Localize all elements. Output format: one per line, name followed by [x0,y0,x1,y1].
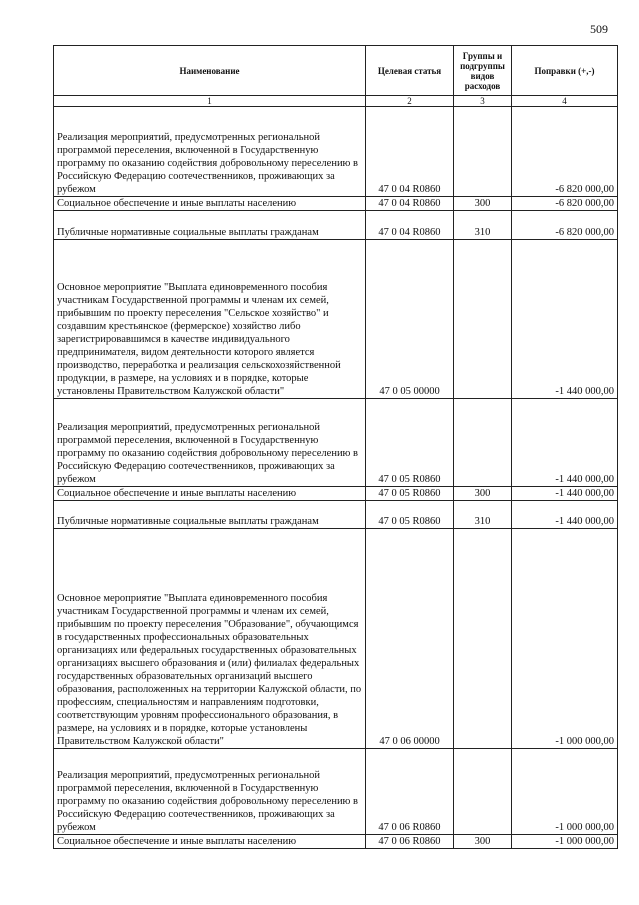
page-number: 509 [590,22,608,36]
row-code: 47 0 05 R0860 [366,501,454,529]
row-code: 47 0 06 R0860 [366,835,454,849]
row-name: Реализация мероприятий, предусмотренных региональной программой переселения, включенной в Государственную программу по оказанию содействия добровольному переселению в Российскую Федерацию соотечественников, проживающих за рубежом [54,399,366,487]
header-amendments: Поправки (+,-) [512,46,618,96]
row-code: 47 0 06 00000 [366,529,454,749]
column-number: 3 [454,96,512,107]
row-code: 47 0 05 R0860 [366,487,454,501]
row-group [454,529,512,749]
table-row [54,240,618,399]
table-row [54,197,618,211]
header-name: Наименование [54,46,366,96]
row-group: 300 [454,487,512,501]
row-name: Социальное обеспечение и иные выплаты населению [54,197,366,211]
row-group [454,240,512,399]
row-amount: -1 440 000,00 [512,399,618,487]
table-row [54,501,618,529]
table-row [54,487,618,501]
row-code: 47 0 06 R0860 [366,749,454,835]
column-number: 1 [54,96,366,107]
table-row [54,529,618,749]
budget-table [53,45,618,849]
row-name: Реализация мероприятий, предусмотренных региональной программой переселения, включенной в Государственную программу по оказанию содействия добровольному переселению в Российскую Федерацию соотечественников, проживающих за рубежом [54,107,366,197]
header-expense-groups: Группы и подгруппы видов расходов [454,46,512,96]
row-name: Публичные нормативные социальные выплаты гражданам [54,501,366,529]
row-name: Публичные нормативные социальные выплаты гражданам [54,211,366,240]
row-name: Основное мероприятие "Выплата единовременного пособия участникам Государственной программы и членам их семей, прибывшим по проекту переселения "Сельское хозяйство" и создавшим крестьянское (фермерское) хозяйство либо зарегистрировавшимся в качестве индивидуального предпринимателя, видом деятельности которого является производство, переработка и реализация сельскохозяйственной продукции, в размере, на условиях и в порядке, которые установлены Правительством Калужской области" [54,240,366,399]
row-code: 47 0 04 R0860 [366,211,454,240]
row-amount: -1 440 000,00 [512,501,618,529]
row-name: Реализация мероприятий, предусмотренных региональной программой переселения, включенной в Государственную программу по оказанию содействия добровольному переселению в Российскую Федерацию соотечественников, проживающих за рубежом [54,749,366,835]
row-group [454,749,512,835]
row-code: 47 0 04 R0860 [366,107,454,197]
row-code: 47 0 05 R0860 [366,399,454,487]
table-header-row [54,46,618,96]
row-amount: -6 820 000,00 [512,211,618,240]
row-amount: -1 440 000,00 [512,240,618,399]
row-group: 310 [454,501,512,529]
header-target-article: Целевая статья [366,46,454,96]
row-group [454,399,512,487]
column-number: 4 [512,96,618,107]
row-group [454,107,512,197]
table-row [54,211,618,240]
row-amount: -1 000 000,00 [512,529,618,749]
table-row [54,399,618,487]
row-amount: -1 440 000,00 [512,487,618,501]
column-number-row [54,96,618,107]
row-amount: -6 820 000,00 [512,107,618,197]
row-code: 47 0 05 00000 [366,240,454,399]
row-amount: -1 000 000,00 [512,749,618,835]
row-code: 47 0 04 R0860 [366,197,454,211]
row-group: 300 [454,835,512,849]
table-row [54,107,618,197]
row-group: 310 [454,211,512,240]
column-number: 2 [366,96,454,107]
table-row [54,835,618,849]
row-name: Социальное обеспечение и иные выплаты населению [54,835,366,849]
row-name: Социальное обеспечение и иные выплаты населению [54,487,366,501]
row-name: Основное мероприятие "Выплата единовременного пособия участникам Государственной программы и членам их семей, прибывшим по проекту переселения "Образование", обучающимся в государственных профессиональных образовательных организациях или федеральных государственных образовательных организациях высшего образования и (или) филиалах федеральных государственных образовательных организаций высшего образования, расположенных на территории Калужской области, по профессиям, специальностям и направлениям подготовки, соответствующим уровням профессионального образования, в размере, на условиях и в порядке, которые установлены Правительством Калужской области" [54,529,366,749]
row-amount: -1 000 000,00 [512,835,618,849]
table-row [54,749,618,835]
row-group: 300 [454,197,512,211]
row-amount: -6 820 000,00 [512,197,618,211]
